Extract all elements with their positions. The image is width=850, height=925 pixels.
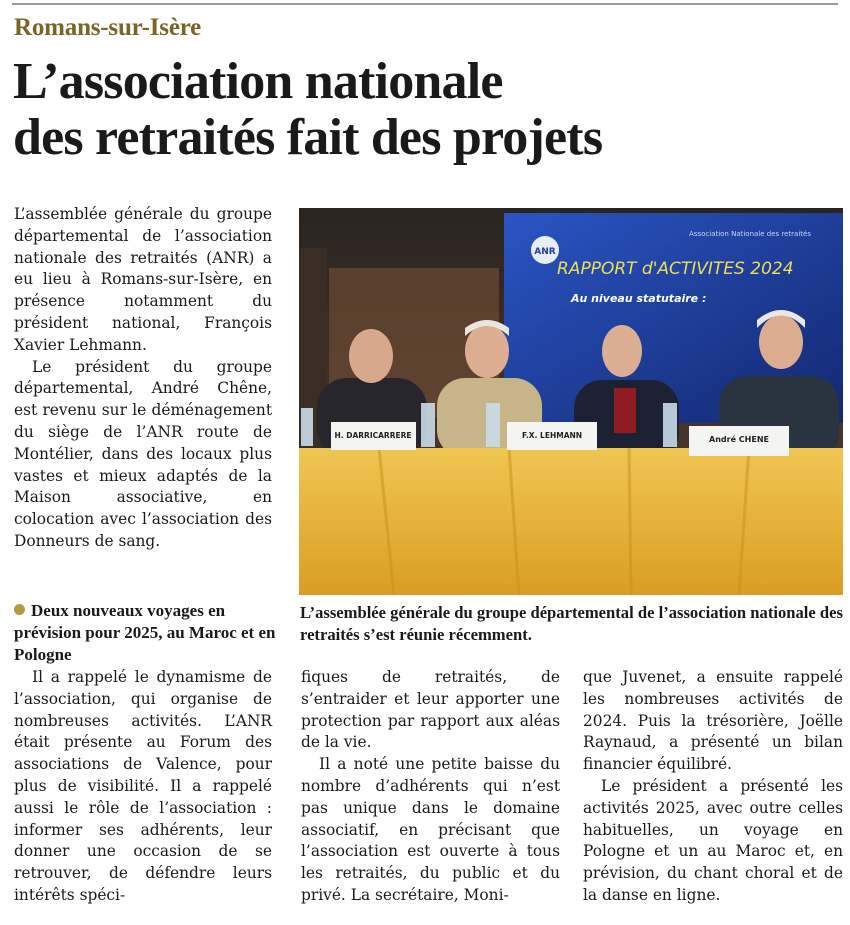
- nameplate-text: F.X. LEHMANN: [521, 431, 583, 440]
- water-bottle: [486, 403, 500, 447]
- body-paragraph: fiques de retraités, de s’entraider et leur apporter une protection par rapport aux aléas de la vie.: [301, 668, 560, 752]
- body-paragraph: que Juvenet, a ensuite rappelé les nombreuses activités de 2024. Puis la trésorière, Joëlle Raynaud, a présenté un bilan financier équilibré.: [583, 668, 843, 774]
- subhead: [14, 600, 276, 666]
- article-photo: [299, 208, 843, 595]
- body-paragraph: Le président a présenté les activités 2025, avec outre celles habituelles, un voyage en Pologne et un au Maroc et, en prévision, du chant choral et de la danse en ligne.: [583, 776, 843, 904]
- body-column-3: [583, 667, 843, 907]
- intro-paragraph: Le président du groupe départemental, André Chêne, est revenu sur le déménagement du siège de l’ANR route de Montélier, dans des locaux plus vastes et mieux adaptés de la Maison associative, en colocation avec l’association des Donneurs de sang.: [14, 357, 272, 550]
- photo-caption: L’assemblée générale du groupe départemental de l’association nationale des retraités s’est réunie récemment.: [300, 603, 843, 644]
- water-bottle: [301, 408, 313, 446]
- logo-text: ANR: [534, 247, 556, 257]
- nameplate-text: André CHENE: [709, 435, 769, 444]
- kicker: Romans-sur-Isère: [14, 14, 202, 41]
- headline: [13, 54, 843, 166]
- body-column-2: [301, 667, 560, 907]
- headline-line-1: L’association nationale: [13, 53, 503, 110]
- subhead-text: Deux nouveaux voyages en prévision pour 2025, au Maroc et en Pologne: [14, 601, 276, 664]
- intro-paragraph: L’assemblée générale du groupe départemental de l’association nationale des retraités (ANR) a eu lieu à Romans-sur-Isère, en présence notamment du président national, François Xavier Lehmann.: [14, 205, 272, 354]
- water-bottle: [421, 403, 435, 447]
- water-bottle: [663, 403, 677, 447]
- bullet-icon: [14, 604, 25, 615]
- top-rule: [12, 3, 838, 5]
- body-paragraph: Il a rappelé le dynamisme de l’association, qui organise de nombreuses activités. L’ANR était présente au Forum des associations de Valence, pour plus de visibilité. Il a rappelé aussi le rôle de l’association : informer ses adhérents, leur donner une occasion de se retrouver, de défendre leurs intérêts spéci-: [14, 668, 272, 904]
- screen-header: Association Nationale des retraités: [689, 230, 811, 238]
- intro-column: [14, 204, 272, 553]
- body-column-1: [14, 667, 272, 907]
- headline-line-2: des retraités fait des projets: [13, 109, 603, 166]
- screen-title: RAPPORT d'ACTIVITES 2024: [557, 259, 794, 279]
- screen-subtitle: Au niveau statutaire :: [571, 292, 707, 305]
- nameplate-text: H. DARRICARRERE: [334, 431, 412, 440]
- body-paragraph: Il a noté une petite baisse du nombre d’adhérents qui n’est pas unique dans le domaine associatif, en précisant que l’association est ouverte à tous les retraités, du public et du privé. La secrétaire, Moni-: [301, 755, 560, 904]
